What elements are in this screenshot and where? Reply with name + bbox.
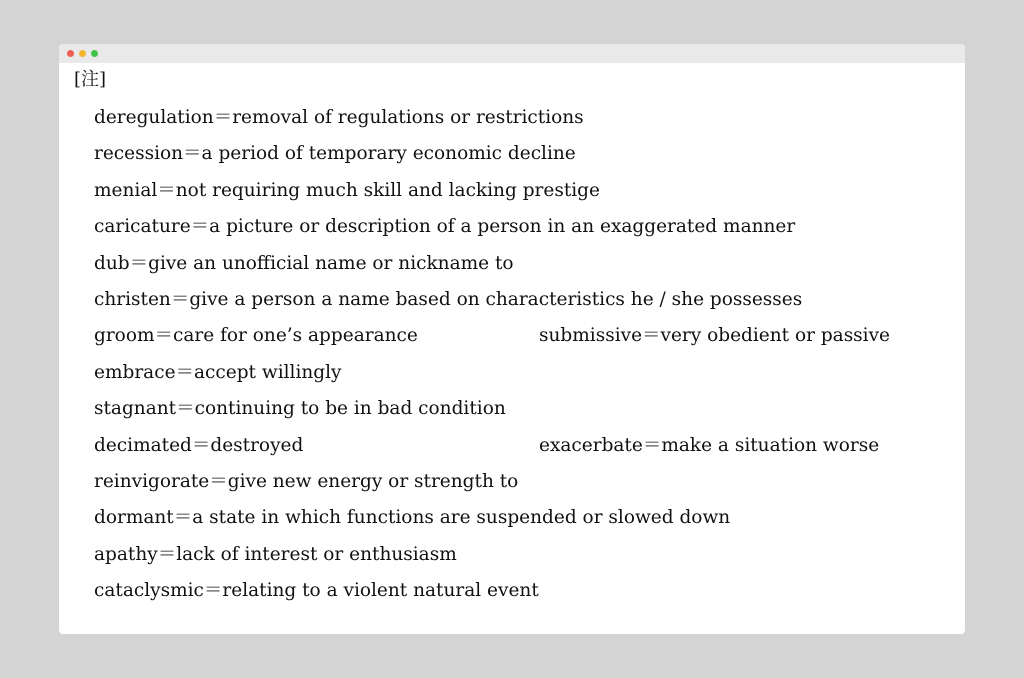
close-window-icon[interactable]	[67, 50, 74, 57]
glossary-entry: recession＝a period of temporary economic decline	[94, 143, 576, 165]
minimize-window-icon[interactable]	[79, 50, 86, 57]
glossary-row	[94, 543, 890, 579]
glossary-entry: dub＝give an unofficial name or nickname to	[94, 252, 514, 274]
glossary-row	[94, 434, 890, 470]
glossary-row	[94, 506, 890, 542]
glossary-row	[94, 470, 890, 506]
page-content	[59, 63, 965, 634]
glossary-row	[94, 252, 890, 288]
maximize-window-icon[interactable]	[91, 50, 98, 57]
glossary-entry: embrace＝accept willingly	[94, 361, 342, 383]
glossary-entry: exacerbate＝make a situation worse	[539, 434, 880, 456]
glossary-entry: decimated＝destroyed	[94, 434, 304, 456]
glossary-entry: apathy＝lack of interest or enthusiasm	[94, 543, 457, 565]
glossary-entry: deregulation＝removal of regulations or restrictions	[94, 107, 584, 128]
glossary-entry: caricature＝a picture or description of a person in an exaggerated manner	[94, 216, 796, 238]
glossary-entry: dormant＝a state in which functions are suspended or slowed down	[94, 507, 731, 529]
glossary-row	[94, 288, 890, 324]
glossary-row	[94, 361, 890, 397]
note-label: [注]	[74, 69, 107, 90]
glossary-entry: submissive＝very obedient or passive	[539, 325, 890, 347]
glossary-entry: cataclysmic＝relating to a violent natural event	[94, 580, 539, 602]
glossary-entry: stagnant＝continuing to be in bad condition	[94, 398, 506, 420]
glossary-row	[94, 397, 890, 433]
glossary-row	[94, 179, 890, 215]
glossary-entry: groom＝care for one’s appearance	[94, 325, 418, 347]
glossary-entry: christen＝give a person a name based on characteristics he / she possesses	[94, 288, 803, 310]
glossary-row	[94, 579, 890, 615]
glossary-row	[94, 142, 890, 178]
glossary-entry: menial＝not requiring much skill and lacking prestige	[94, 179, 600, 201]
glossary-entry: reinvigorate＝give new energy or strength to	[94, 470, 519, 492]
browser-window	[59, 44, 965, 634]
glossary-row	[94, 215, 890, 251]
glossary-row	[94, 324, 890, 360]
glossary-row	[94, 106, 890, 142]
glossary-list	[94, 106, 890, 615]
window-titlebar	[59, 44, 965, 63]
